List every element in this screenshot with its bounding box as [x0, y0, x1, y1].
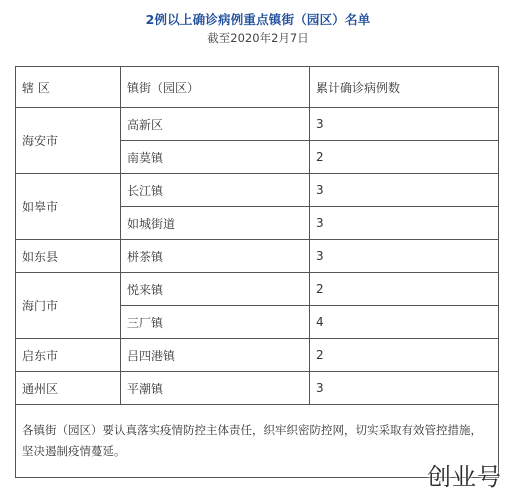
table-row — [16, 240, 499, 273]
district-cell: 启东市 — [16, 339, 121, 372]
table-row — [16, 108, 499, 141]
note-text: 各镇街（园区）要认真落实疫情防控主体责任，织牢织密防控网，切实采取有效管控措施，坚决遏制疫情蔓延。 — [16, 405, 499, 478]
watermark-logo: 创业号 — [427, 463, 502, 491]
count-cell: 3 — [310, 240, 499, 273]
town-cell: 吕四港镇 — [121, 339, 310, 372]
town-cell: 南莫镇 — [121, 141, 310, 174]
town-cell: 栟茶镇 — [121, 240, 310, 273]
header-district: 辖 区 — [16, 67, 121, 108]
count-cell: 3 — [310, 207, 499, 240]
cases-table — [15, 66, 499, 478]
table-row — [16, 339, 499, 372]
district-cell: 如东县 — [16, 240, 121, 273]
header-count: 累计确诊病例数 — [310, 67, 499, 108]
town-cell: 长江镇 — [121, 174, 310, 207]
town-cell: 三厂镇 — [121, 306, 310, 339]
town-cell: 平潮镇 — [121, 372, 310, 405]
district-cell: 如皋市 — [16, 174, 121, 240]
table-row — [16, 372, 499, 405]
count-cell: 4 — [310, 306, 499, 339]
town-cell: 悦来镇 — [121, 273, 310, 306]
table-row — [16, 174, 499, 207]
count-cell: 2 — [310, 141, 499, 174]
count-cell: 3 — [310, 372, 499, 405]
page-title: 2例以上确诊病例重点镇街（园区）名单 — [145, 12, 371, 27]
table-header-row — [16, 67, 499, 108]
date-subtitle: 截至2020年2月7日 — [207, 31, 309, 45]
table-row — [16, 273, 499, 306]
town-cell: 高新区 — [121, 108, 310, 141]
count-cell: 3 — [310, 174, 499, 207]
count-cell: 2 — [310, 339, 499, 372]
district-cell: 海门市 — [16, 273, 121, 339]
count-cell: 3 — [310, 108, 499, 141]
town-cell: 如城街道 — [121, 207, 310, 240]
count-cell: 2 — [310, 273, 499, 306]
district-cell: 海安市 — [16, 108, 121, 174]
district-cell: 通州区 — [16, 372, 121, 405]
header-town: 镇街（园区） — [121, 67, 310, 108]
